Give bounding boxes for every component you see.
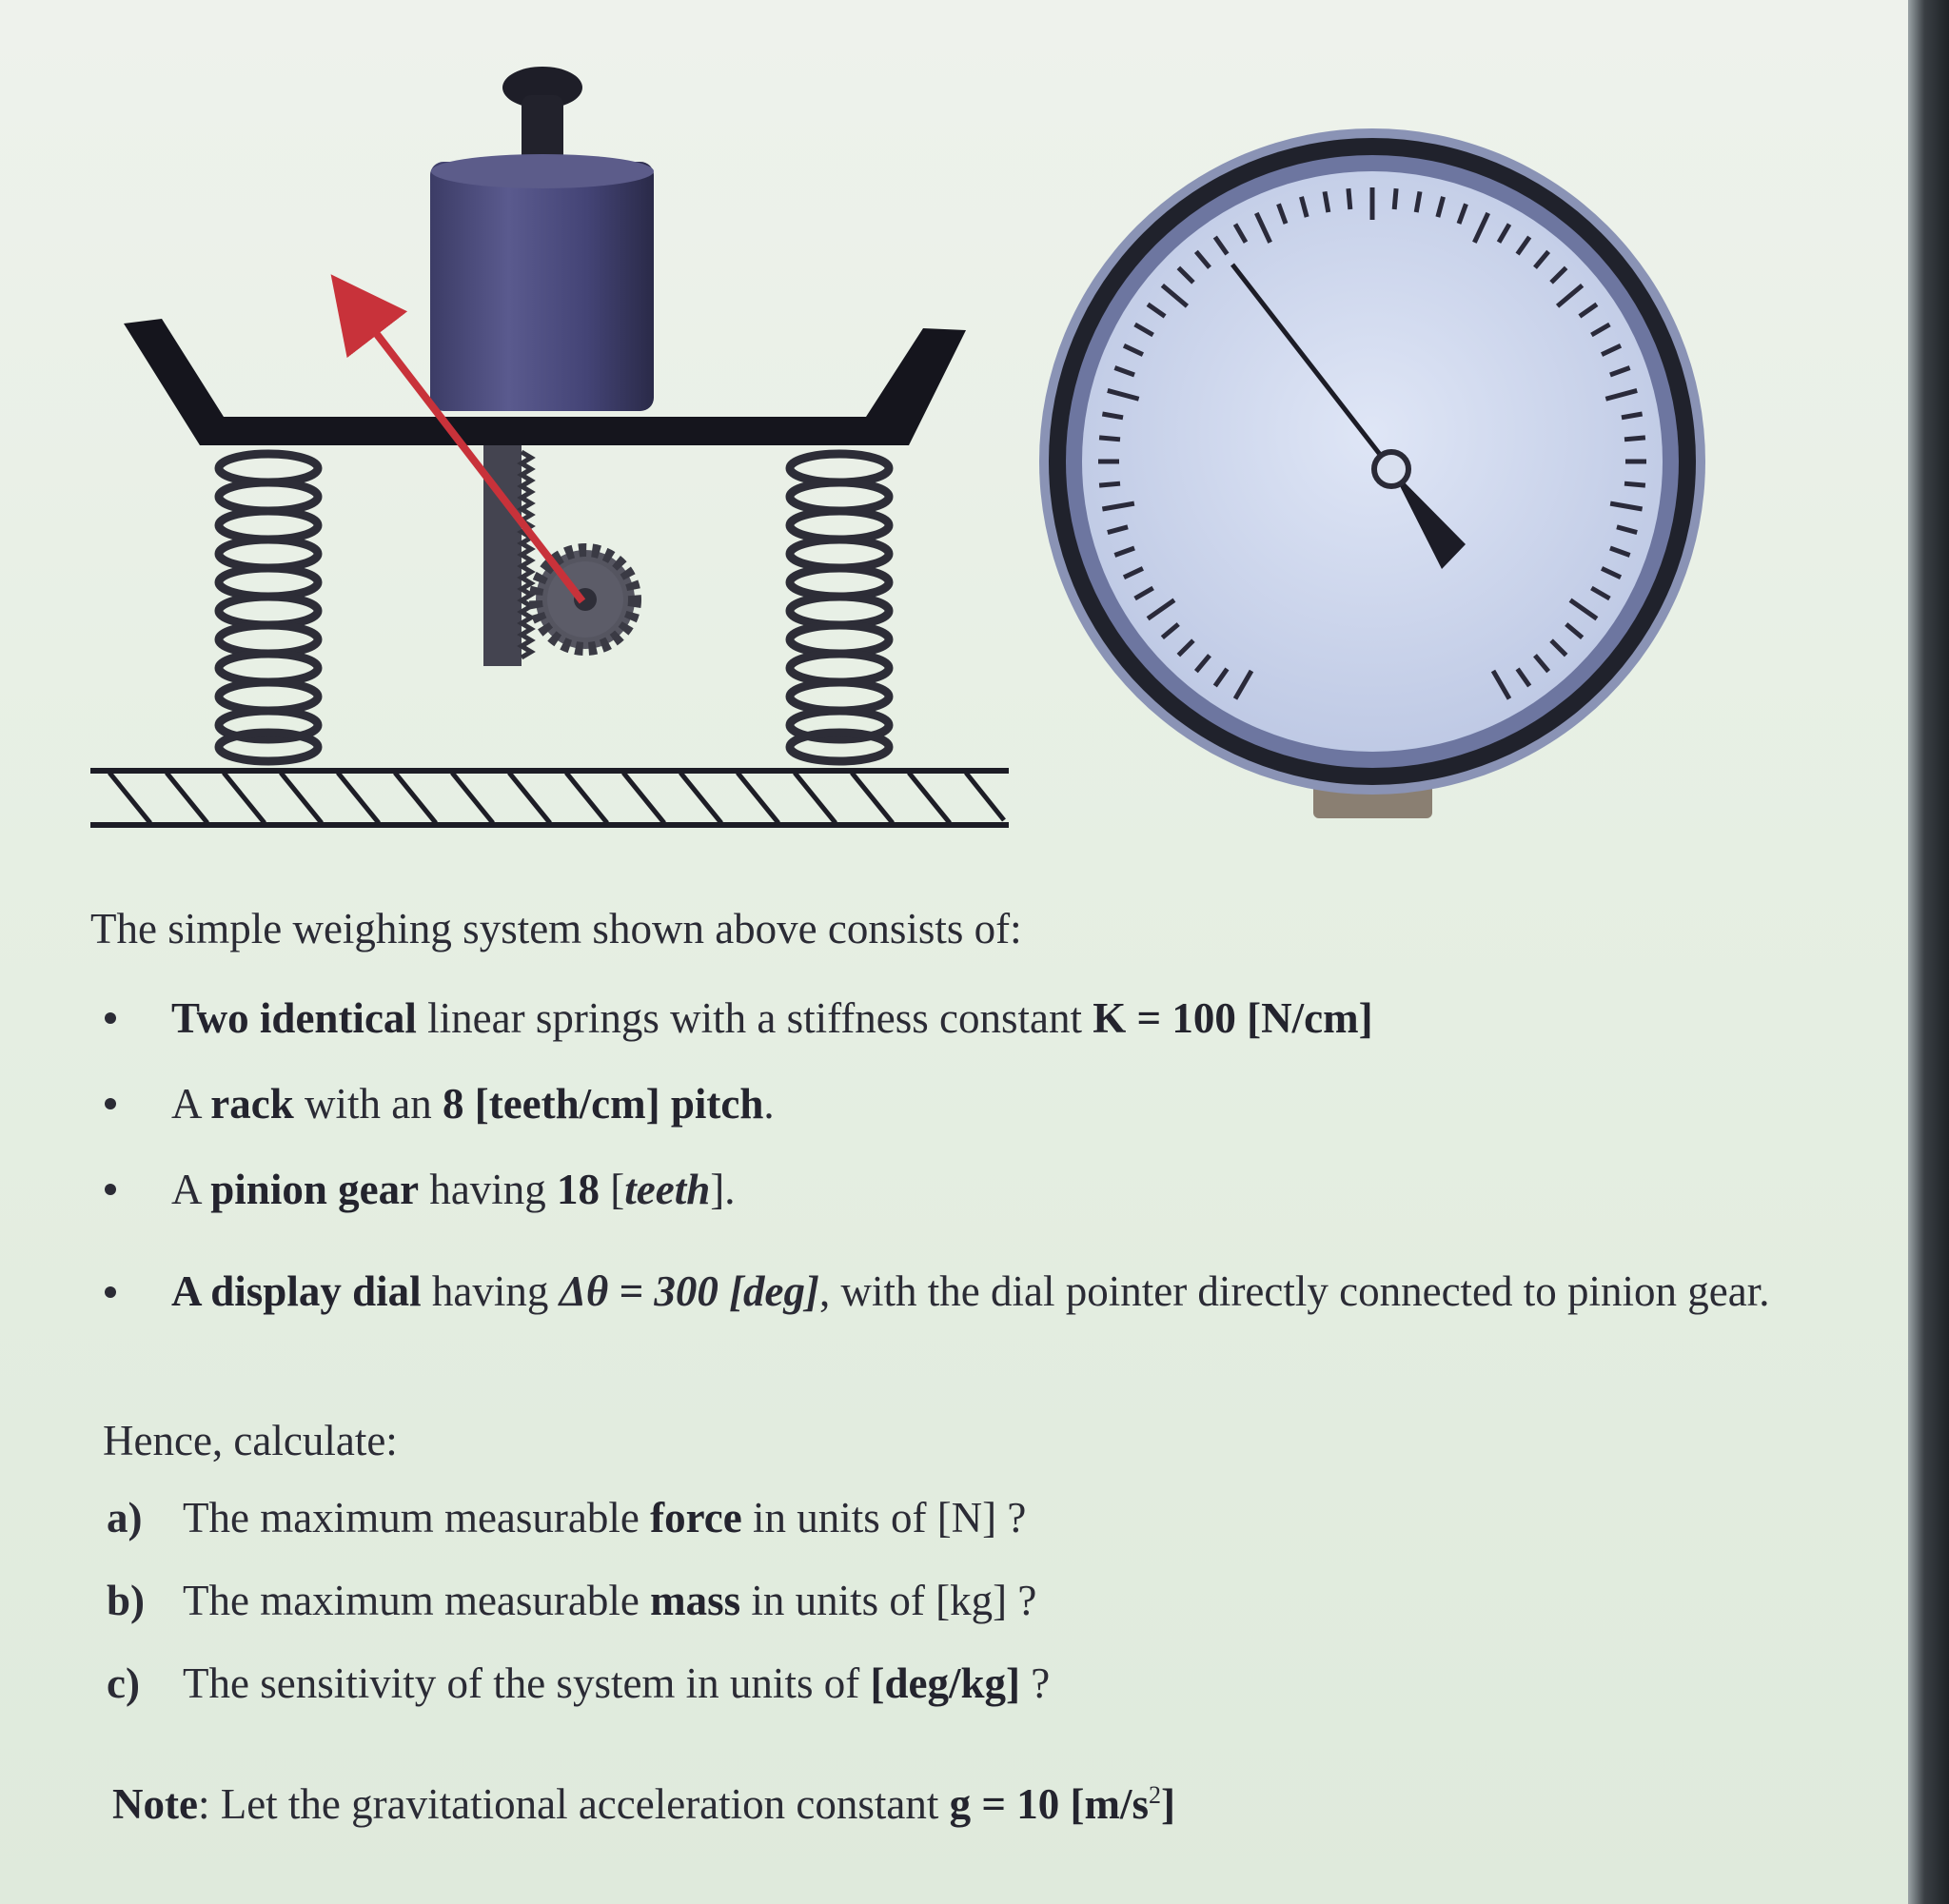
bold-text: A display dial (171, 1267, 422, 1315)
plain-text: ]. (710, 1166, 736, 1213)
plain-text: . (763, 1080, 775, 1128)
dial-gauge-icon (1039, 128, 1705, 818)
plain-text: The maximum measurable (183, 1577, 651, 1624)
plain-text: [ (600, 1166, 625, 1213)
bullet-icon (105, 1098, 116, 1109)
bold-text: [deg/kg] (870, 1659, 1020, 1707)
question-label: a) (107, 1494, 143, 1541)
bullet-icon (105, 1184, 116, 1195)
bold-text: ] (1161, 1780, 1176, 1828)
list-item (95, 1161, 1865, 1218)
plain-text: linear springs with a stiffness constant (416, 994, 1093, 1042)
weighing-system-figure (0, 0, 1908, 856)
list-item (95, 990, 1865, 1047)
note-text (112, 1779, 1175, 1829)
dial-tick (1624, 438, 1645, 440)
plain-text: The maximum measurable (183, 1494, 651, 1541)
hence-text: Hence, calculate: (103, 1417, 398, 1464)
ground (90, 771, 1009, 825)
plain-text: A (171, 1166, 211, 1213)
weight-icon (430, 67, 654, 411)
question-item (107, 1655, 1050, 1712)
dial-tick (1624, 483, 1645, 485)
plain-text: ? (1019, 1659, 1051, 1707)
plain-text: in units of [kg] ? (740, 1577, 1037, 1624)
plain-text: : Let the gravitational acceleration constant (197, 1780, 950, 1828)
bold-text: K = 100 [N/cm] (1093, 994, 1373, 1042)
question-label: c) (107, 1659, 140, 1707)
spring-icon (790, 454, 889, 761)
question-list (107, 1489, 1050, 1737)
bold-text: g = 10 [m/s (949, 1780, 1150, 1828)
bold-text: Two identical (171, 994, 417, 1042)
math-text: teeth (624, 1166, 711, 1213)
bold-text: force (650, 1494, 742, 1541)
monitor-bezel (1908, 0, 1949, 1904)
plain-text: , with the dial pointer directly connected to pinion gear. (819, 1267, 1770, 1315)
dial-tick (1394, 188, 1396, 209)
bold-text: rack (210, 1080, 294, 1128)
dial-tick (1099, 438, 1120, 440)
spring-icon (219, 454, 318, 761)
plain-text: in units of [N] ? (741, 1494, 1027, 1541)
math-text: Δθ = 300 [deg] (559, 1267, 820, 1315)
question-label: b) (107, 1577, 146, 1624)
bold-text: Note (112, 1780, 198, 1828)
bullet-icon (105, 1012, 116, 1024)
list-item (95, 1075, 1865, 1132)
plain-text: The sensitivity of the system in units of (183, 1659, 871, 1707)
plain-text: having (421, 1267, 560, 1315)
superscript: 2 (1149, 1781, 1162, 1809)
question-item (107, 1572, 1050, 1629)
plain-text: with an (293, 1080, 443, 1128)
plain-text: having (419, 1166, 558, 1213)
dial-tick (1349, 188, 1350, 209)
bold-text: mass (650, 1577, 741, 1624)
bold-text: 18 (557, 1166, 600, 1213)
plain-text: A (171, 1080, 211, 1128)
intro-text: The simple weighing system shown above consists of: (90, 905, 1022, 952)
bold-text: 8 [teeth/cm] pitch (442, 1080, 764, 1128)
bold-text: pinion gear (210, 1166, 420, 1213)
question-item (107, 1489, 1050, 1546)
component-list (95, 990, 1865, 1365)
bullet-icon (105, 1286, 116, 1298)
list-item (95, 1246, 1865, 1337)
dial-tick (1099, 483, 1120, 485)
